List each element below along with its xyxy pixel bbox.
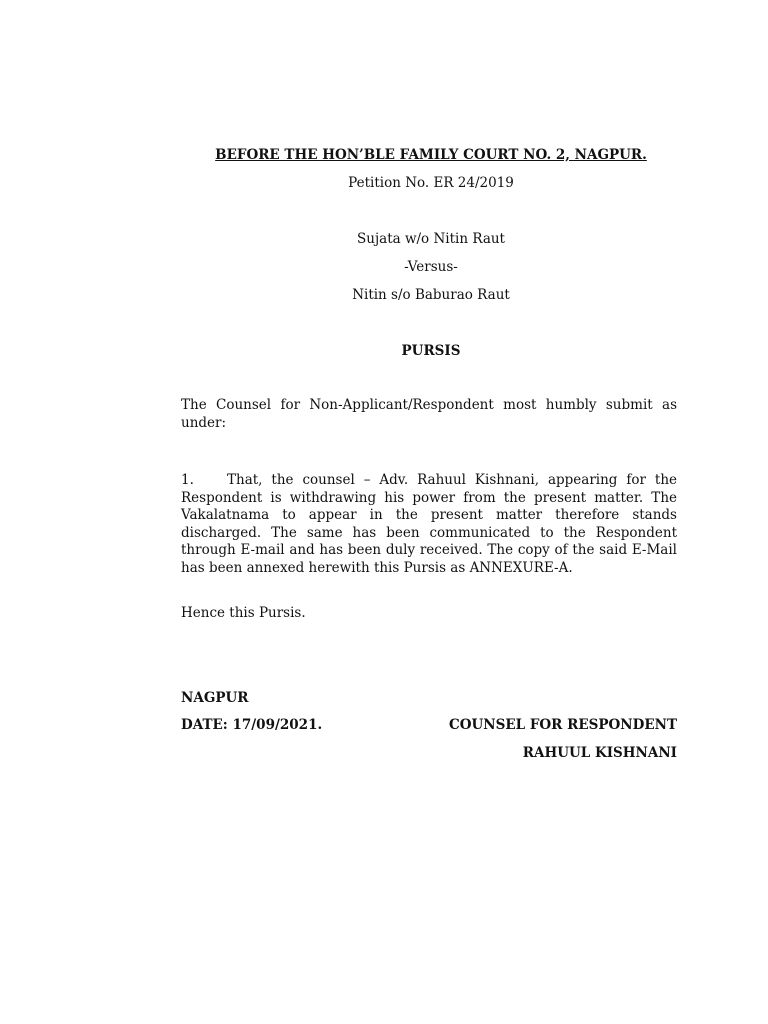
closing-line: Hence this Pursis. xyxy=(181,605,306,621)
numbered-paragraph xyxy=(181,472,677,578)
applicant-name: Sujata w/o Nitin Raut xyxy=(357,231,505,247)
date-label: DATE: 17/09/2021. xyxy=(181,717,323,733)
paragraph-text: That, the counsel – Adv. Rahuul Kishnani, appearing for the Respondent is withdrawing his power from the present matter. The Vakalatnama to appear in the present matter therefore stands discharged. The same has been communicated to the Respondent through E-mail and has been duly received. The copy of the said E-Mail has been annexed herewith this Pursis as ANNEXURE-A. xyxy=(181,472,677,576)
signature-designation: COUNSEL FOR RESPONDENT xyxy=(448,717,677,733)
versus-label: -Versus- xyxy=(404,259,458,275)
intro-paragraph xyxy=(181,397,677,432)
intro-text: The Counsel for Non-Applicant/Respondent most humbly submit as under: xyxy=(181,397,677,431)
respondent-name: Nitin s/o Baburao Raut xyxy=(352,287,510,303)
court-heading: BEFORE THE HON’BLE FAMILY COURT NO. 2, NAGPUR. xyxy=(215,147,647,163)
place-label: NAGPUR xyxy=(181,690,249,706)
petition-number: Petition No. ER 24/2019 xyxy=(348,175,514,191)
signature-name: RAHUUL KISHNANI xyxy=(522,745,677,761)
document-title: PURSIS xyxy=(401,343,461,359)
paragraph-number: 1. xyxy=(181,472,194,488)
